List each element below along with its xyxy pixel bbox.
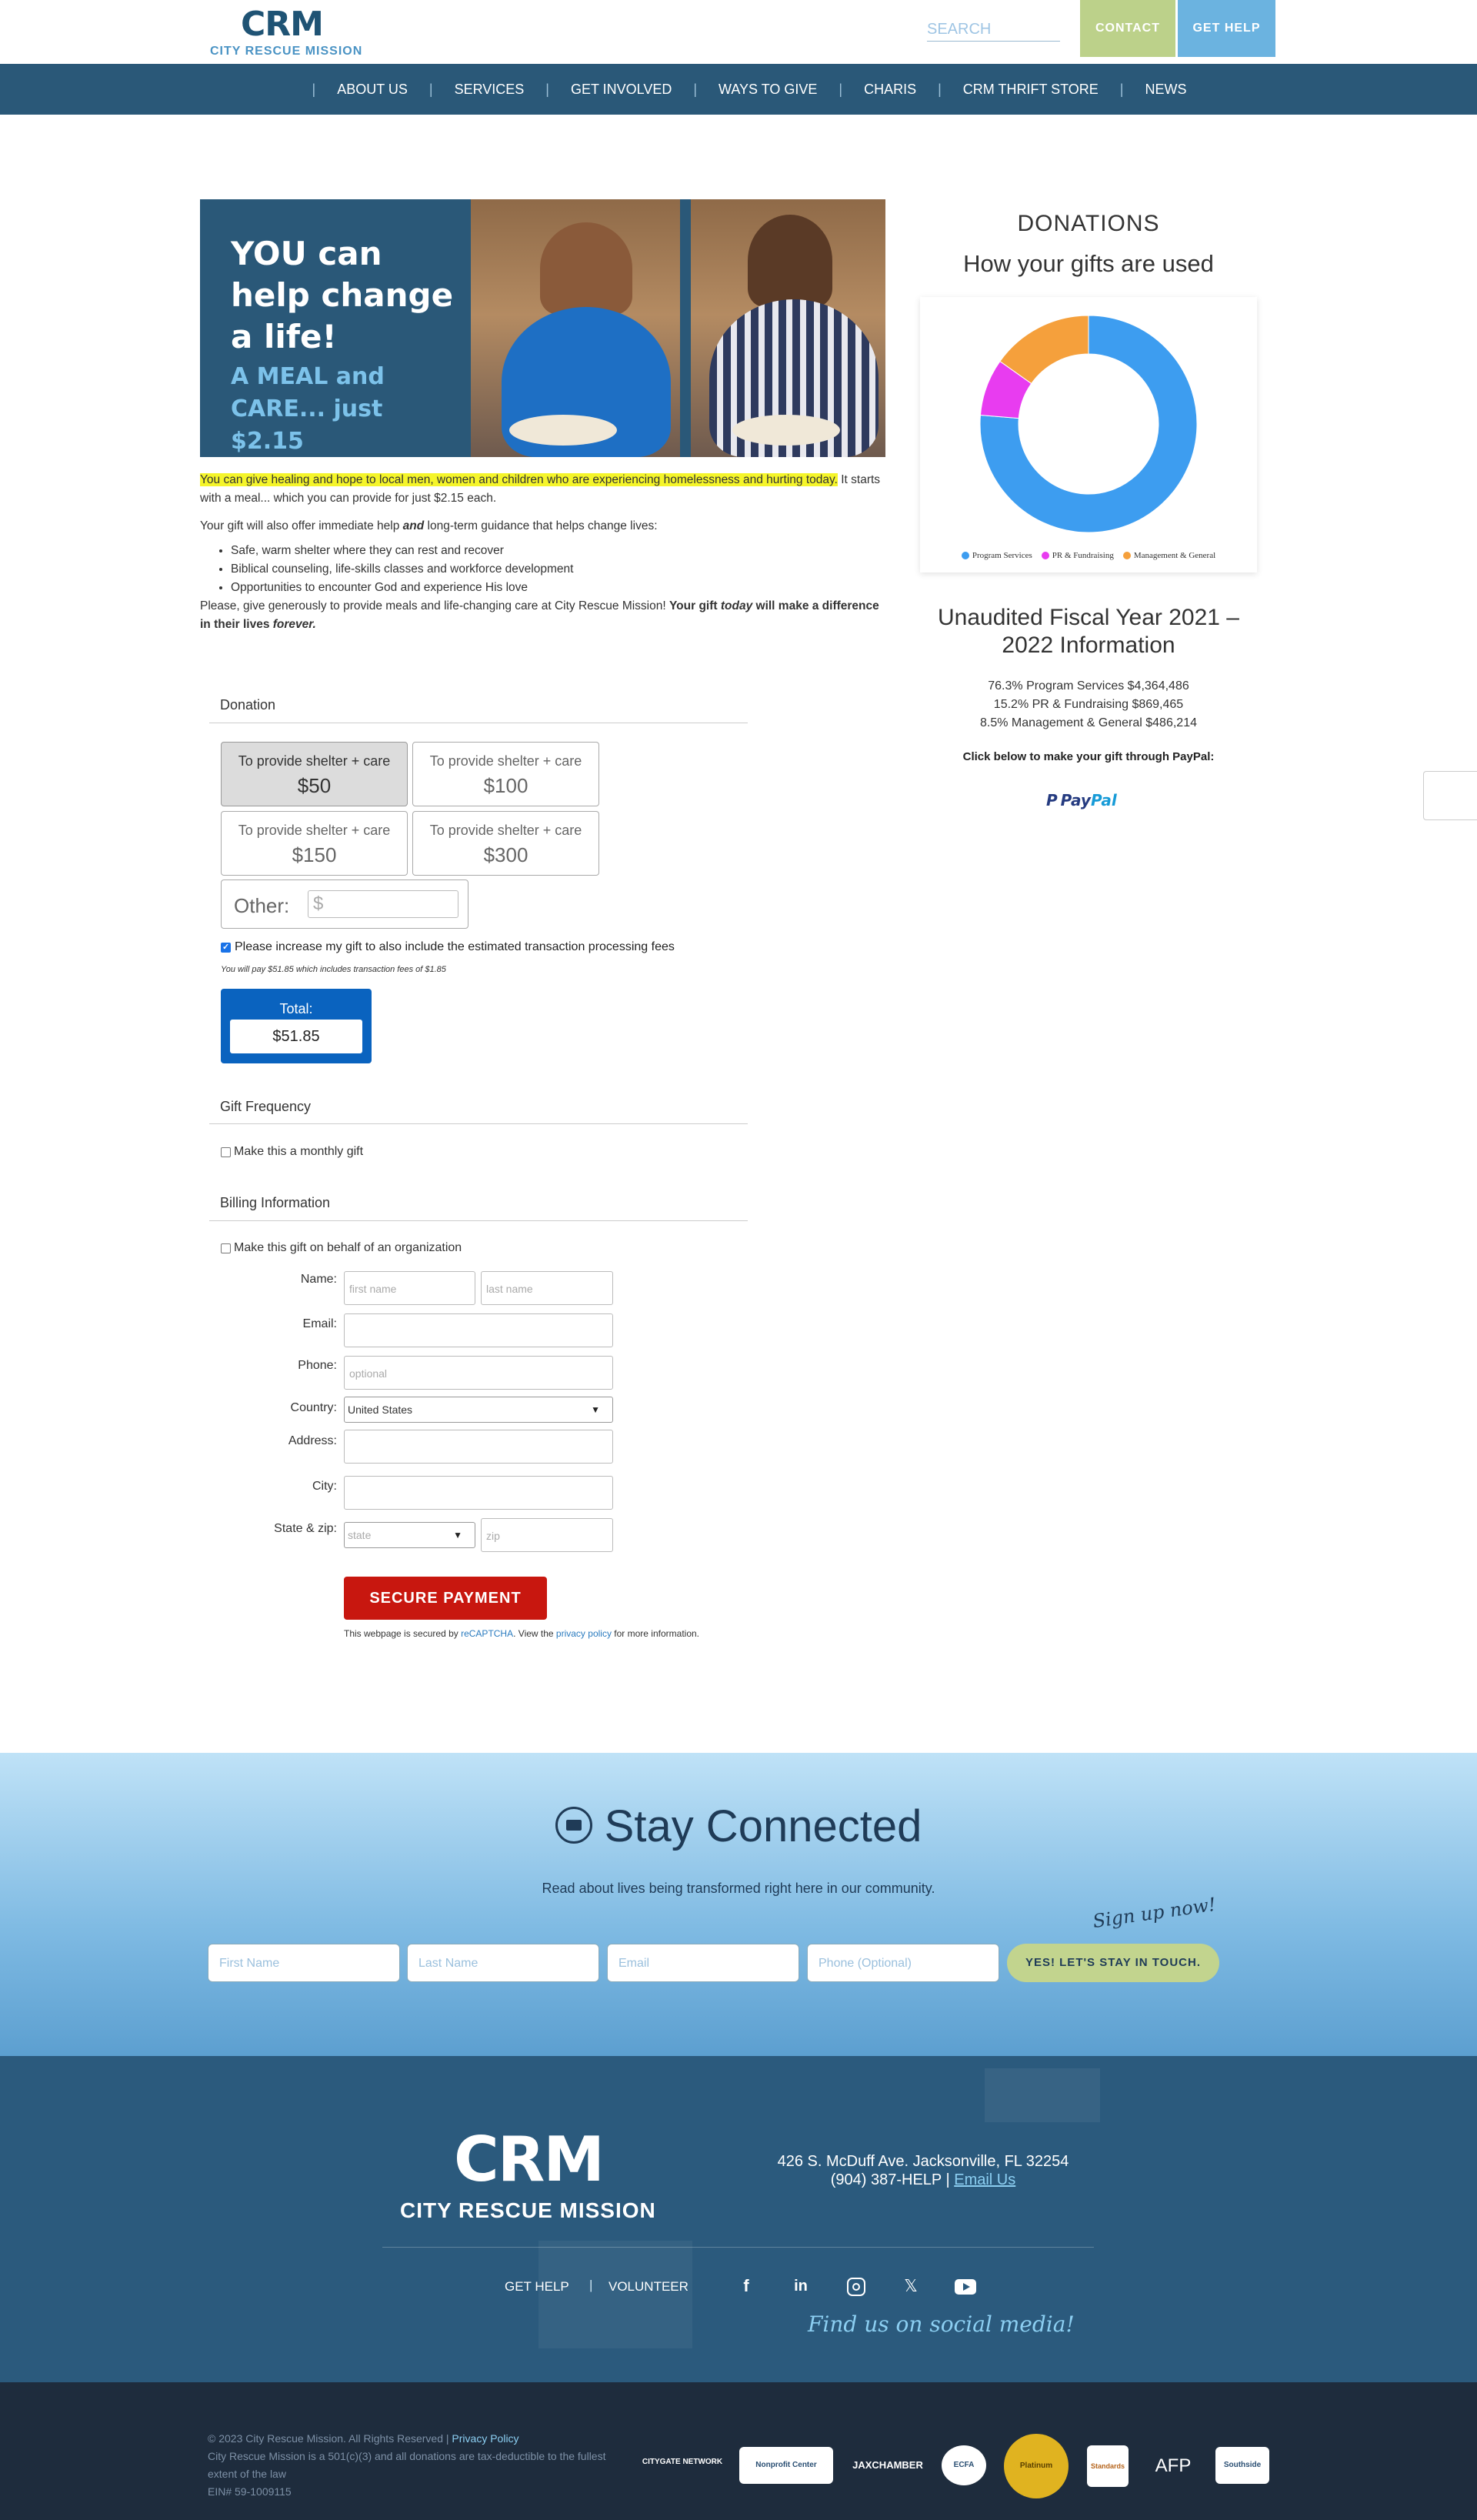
legend-swatch bbox=[962, 552, 969, 559]
phone-field[interactable]: optional bbox=[344, 1356, 613, 1390]
paypal-button[interactable] bbox=[1046, 791, 1131, 820]
facebook-icon[interactable]: f bbox=[743, 2276, 749, 2295]
nonprofit-center-badge[interactable]: Nonprofit Center bbox=[739, 2447, 833, 2484]
main-nav bbox=[0, 64, 1477, 115]
photo-person-woman bbox=[748, 215, 832, 307]
ecfa-badge[interactable]: ECFA bbox=[942, 2445, 986, 2485]
frequency-section-title: Gift Frequency bbox=[220, 1099, 312, 1114]
nav-item-charis[interactable]: CHARIS bbox=[864, 81, 917, 97]
intro-text bbox=[200, 471, 885, 634]
intro-closing bbox=[200, 597, 885, 634]
fiscal-breakdown bbox=[920, 677, 1257, 733]
intro-p2-b: long-term guidance that helps change lives: bbox=[424, 519, 658, 532]
closing-a: Please, give generously to provide meals and life-changing care at City Rescue Mission! bbox=[200, 599, 669, 612]
nav-separator: | bbox=[938, 81, 942, 97]
fee-checkbox-label: Please increase my gift to also include the estimated transaction processing fees bbox=[235, 940, 675, 953]
divider bbox=[209, 1123, 748, 1124]
amount-label: To provide shelter + care bbox=[429, 753, 582, 769]
total-label: Total: bbox=[279, 1001, 313, 1016]
jaxchamber-badge[interactable]: JAXCHAMBER bbox=[852, 2459, 923, 2471]
stay-connected-title bbox=[0, 1801, 1477, 1852]
photo-plate bbox=[509, 415, 617, 446]
amount-label: To provide shelter + care bbox=[429, 823, 582, 838]
youtube-icon[interactable] bbox=[954, 2275, 977, 2298]
nav-separator: | bbox=[545, 81, 549, 97]
footer-address: 426 S. McDuff Ave. Jacksonville, FL 32254 bbox=[777, 2153, 1069, 2170]
intro-bullets bbox=[231, 542, 885, 597]
photo-person-man bbox=[540, 222, 632, 315]
footer-address-block bbox=[738, 2152, 1108, 2189]
stay-connected-section bbox=[0, 1753, 1477, 2056]
nav-item-get-involved[interactable]: GET INVOLVED bbox=[570, 81, 672, 97]
closing-c: will make a difference in their lives bbox=[200, 599, 879, 631]
copyright-line bbox=[208, 2430, 623, 2448]
last-name-input[interactable]: Last Name bbox=[407, 1944, 599, 1982]
divider bbox=[209, 1220, 748, 1221]
footer-logo-text: CITY RESCUE MISSION bbox=[400, 2198, 656, 2222]
other-amount-option[interactable] bbox=[221, 879, 468, 929]
city-field[interactable] bbox=[344, 1476, 613, 1510]
legend-swatch bbox=[1123, 552, 1131, 559]
footer bbox=[0, 2056, 1477, 2382]
other-amount-input[interactable]: $ bbox=[308, 890, 458, 918]
hero-subheadline: A MEAL and CARE... just $2.15 bbox=[231, 363, 385, 455]
top-header bbox=[0, 0, 1477, 64]
southside-badge[interactable]: Southside bbox=[1215, 2447, 1269, 2484]
monthly-label: Make this a monthly gift bbox=[234, 1145, 364, 1158]
fiscal-line: 15.2% PR & Fundraising $869,465 bbox=[993, 698, 1184, 711]
phone-label: Phone: bbox=[298, 1359, 337, 1372]
search-input[interactable]: SEARCH bbox=[927, 17, 1060, 42]
secure-payment-button[interactable]: SECURE PAYMENT bbox=[344, 1577, 547, 1620]
donation-section-title: Donation bbox=[220, 697, 276, 713]
first-name-input[interactable]: First Name bbox=[208, 1944, 400, 1982]
stay-in-touch-button[interactable]: YES! LET'S STAY IN TOUCH. bbox=[1007, 1944, 1219, 1982]
nav-separator: | bbox=[1119, 81, 1124, 97]
amount-value: $100 bbox=[483, 774, 528, 797]
amount-label: To provide shelter + care bbox=[238, 753, 391, 769]
legend-swatch bbox=[1042, 552, 1049, 559]
chevron-down-icon: ▼ bbox=[591, 1404, 600, 1415]
donations-subtitle: How your gifts are used bbox=[963, 250, 1214, 277]
email-input[interactable]: Email bbox=[607, 1944, 799, 1982]
nav-item-ways-to-give[interactable]: WAYS TO GIVE bbox=[718, 81, 818, 97]
chart-legend bbox=[920, 551, 1257, 560]
amount-option-50[interactable] bbox=[221, 742, 408, 806]
footer-separator: | bbox=[589, 2278, 593, 2292]
closing-forever: forever. bbox=[272, 618, 316, 631]
phone-input[interactable]: Phone (Optional) bbox=[807, 1944, 999, 1982]
intro-paragraph-2 bbox=[200, 517, 885, 536]
hero-headline: YOU can help change a life! bbox=[231, 235, 454, 355]
citygate-badge[interactable]: CITYGATE NETWORK bbox=[642, 2458, 723, 2466]
chevron-down-icon: ▼ bbox=[453, 1530, 462, 1540]
list-item: • Safe, warm shelter where they can rest and recover bbox=[231, 542, 885, 560]
nav-separator: | bbox=[839, 81, 843, 97]
privacy-policy-link[interactable]: privacy policy bbox=[555, 1628, 612, 1639]
intro-p2-em: and bbox=[402, 519, 425, 532]
intro-text-tail: It starts with a meal... which you can provide for just $2.15 each. bbox=[200, 473, 881, 505]
nav-item-services[interactable]: SERVICES bbox=[454, 81, 525, 97]
paypal-text-b: Pal bbox=[1090, 791, 1117, 809]
donut-chart bbox=[920, 297, 1257, 551]
footer-volunteer-link[interactable]: VOLUNTEER bbox=[608, 2279, 688, 2294]
footer-get-help-link[interactable]: GET HELP bbox=[505, 2279, 569, 2294]
instagram-icon[interactable] bbox=[845, 2275, 868, 2298]
email-field[interactable] bbox=[344, 1313, 613, 1347]
country-label: Country: bbox=[290, 1401, 337, 1414]
get-help-button[interactable]: GET HELP bbox=[1178, 0, 1275, 57]
envelope-icon bbox=[555, 1807, 592, 1844]
privacy-policy-link[interactable]: Privacy Policy bbox=[452, 2432, 519, 2445]
zip-field[interactable]: zip bbox=[481, 1518, 613, 1552]
hero-banner bbox=[200, 199, 885, 457]
amount-option-150[interactable] bbox=[221, 811, 408, 876]
photo-divider bbox=[680, 199, 691, 457]
legend-item[interactable] bbox=[1042, 551, 1114, 560]
donations-title: DONATIONS bbox=[1017, 211, 1160, 236]
state-select[interactable] bbox=[344, 1522, 475, 1548]
donut-chart-card bbox=[920, 297, 1257, 572]
footer-contact-line bbox=[738, 2171, 1108, 2189]
footer-phone[interactable]: (904) 387-HELP bbox=[830, 2171, 942, 2188]
footer-bg-building bbox=[985, 2068, 1100, 2122]
hero-text bbox=[231, 233, 462, 457]
secure-note-a: This webpage is secured by bbox=[344, 1628, 462, 1639]
nav-separator: | bbox=[693, 81, 698, 97]
afp-badge[interactable]: AFP bbox=[1155, 2455, 1192, 2476]
standards-badge[interactable]: Standards bbox=[1087, 2445, 1129, 2487]
nav-separator: | bbox=[428, 81, 433, 97]
legend-label: PR & Fundraising bbox=[1052, 551, 1114, 560]
legend-label: Management & General bbox=[1133, 551, 1216, 560]
sign-up-now-script: Sign up now! bbox=[1091, 1893, 1218, 1933]
contact-button[interactable]: CONTACT bbox=[1080, 0, 1175, 57]
footer-separator: | bbox=[941, 2171, 955, 2188]
nav-item-about-us[interactable]: ABOUT US bbox=[337, 81, 408, 97]
hero-photo bbox=[471, 199, 885, 457]
list-item: • Opportunities to encounter God and experience His love bbox=[231, 579, 885, 597]
country-select[interactable] bbox=[344, 1397, 613, 1423]
amount-option-100[interactable] bbox=[412, 742, 599, 806]
copyright-block bbox=[208, 2430, 623, 2501]
footer-logo-mark[interactable]: CRM bbox=[454, 2124, 603, 2195]
last-name-input[interactable]: last name bbox=[481, 1271, 613, 1305]
amount-value: $150 bbox=[292, 843, 337, 866]
paypal-text-a: Pay bbox=[1060, 791, 1091, 809]
intro-p2-a: Your gift will also offer immediate help bbox=[200, 519, 403, 532]
nav-separator: | bbox=[312, 81, 316, 97]
name-label: Name: bbox=[300, 1273, 337, 1286]
paypal-lead: Click below to make your gift through PayPal: bbox=[962, 750, 1215, 763]
total-box bbox=[221, 989, 372, 1063]
recaptcha-link[interactable]: reCAPTCHA bbox=[461, 1628, 514, 1639]
divider bbox=[382, 2247, 1094, 2248]
organization-label: Make this gift on behalf of an organization bbox=[234, 1241, 462, 1254]
side-widget-tab[interactable] bbox=[1423, 771, 1477, 820]
amount-option-300[interactable] bbox=[412, 811, 599, 876]
amount-value: $300 bbox=[483, 843, 528, 866]
address-label: Address: bbox=[288, 1434, 337, 1447]
intro-paragraph bbox=[200, 471, 885, 508]
find-us-script: Find us on social media! bbox=[808, 2311, 1075, 2337]
total-value: $51.85 bbox=[230, 1020, 362, 1053]
state-zip-label: State & zip: bbox=[274, 1522, 337, 1535]
legend-item[interactable] bbox=[1123, 551, 1215, 560]
linkedin-icon[interactable]: in bbox=[794, 2278, 808, 2295]
stay-title-text: Stay Connected bbox=[604, 1801, 922, 1851]
organization-checkbox[interactable] bbox=[221, 1243, 231, 1253]
footer-email-link[interactable]: Email Us bbox=[954, 2171, 1016, 2188]
legend-item[interactable] bbox=[962, 551, 1032, 560]
platinum-seal-badge[interactable]: Platinum bbox=[1004, 2434, 1069, 2498]
x-icon[interactable]: 𝕏 bbox=[904, 2276, 918, 2295]
other-amount-label: Other: bbox=[234, 894, 290, 917]
photo-plate bbox=[732, 415, 840, 446]
closing-today: today bbox=[720, 599, 753, 612]
intro-highlight: You can give healing and hope to local men, women and children who are experiencing homelessness and hurting today. bbox=[200, 473, 838, 486]
amount-label: To provide shelter + care bbox=[238, 823, 391, 838]
logo[interactable] bbox=[210, 5, 364, 60]
recaptcha-note bbox=[344, 1628, 713, 1639]
fee-note: You will pay $51.85 which includes transaction fees of $1.85 bbox=[221, 965, 446, 974]
amount-value: $50 bbox=[297, 774, 332, 797]
ein-text: EIN# 59-1009115 bbox=[208, 2485, 292, 2498]
stay-connected-subtitle: Read about lives being transformed right here in our community. bbox=[542, 1881, 935, 1896]
fiscal-line: 76.3% Program Services $4,364,486 bbox=[988, 679, 1189, 693]
address-field[interactable] bbox=[344, 1430, 613, 1464]
footer-bg-building bbox=[538, 2241, 692, 2348]
nonprofit-text: City Rescue Mission is a 501(c)(3) and all donations are tax-deductible to the fullest extent of the law bbox=[208, 2450, 606, 2480]
billing-section-title: Billing Information bbox=[220, 1195, 331, 1210]
logo-mark: CRM bbox=[241, 5, 323, 44]
state-value: state bbox=[348, 1529, 372, 1541]
fee-checkbox[interactable] bbox=[221, 943, 231, 953]
legend-label: Program Services bbox=[972, 551, 1032, 560]
fiscal-title: Unaudited Fiscal Year 2021 – 2022 Information bbox=[938, 605, 1239, 658]
email-label: Email: bbox=[302, 1317, 337, 1330]
secure-note-b: . View the bbox=[513, 1628, 556, 1639]
closing-b: Your gift bbox=[668, 599, 721, 612]
copyright-text: © 2023 City Rescue Mission. All Rights Reserved | bbox=[208, 2432, 452, 2445]
monthly-checkbox[interactable] bbox=[221, 1147, 231, 1157]
logo-text: CITY RESCUE MISSION bbox=[210, 45, 363, 58]
country-value: United States bbox=[348, 1404, 413, 1416]
fiscal-line: 8.5% Management & General $486,214 bbox=[980, 716, 1197, 729]
list-item: • Biblical counseling, life-skills classes and workforce development bbox=[231, 560, 885, 579]
secure-note-c: for more information. bbox=[611, 1628, 699, 1639]
nav-item-news[interactable]: NEWS bbox=[1145, 81, 1187, 97]
city-label: City: bbox=[312, 1480, 337, 1493]
paypal-logo-icon: P bbox=[1046, 791, 1058, 809]
nav-item-thrift-store[interactable]: CRM THRIFT STORE bbox=[962, 81, 1099, 97]
first-name-input[interactable]: first name bbox=[344, 1271, 475, 1305]
